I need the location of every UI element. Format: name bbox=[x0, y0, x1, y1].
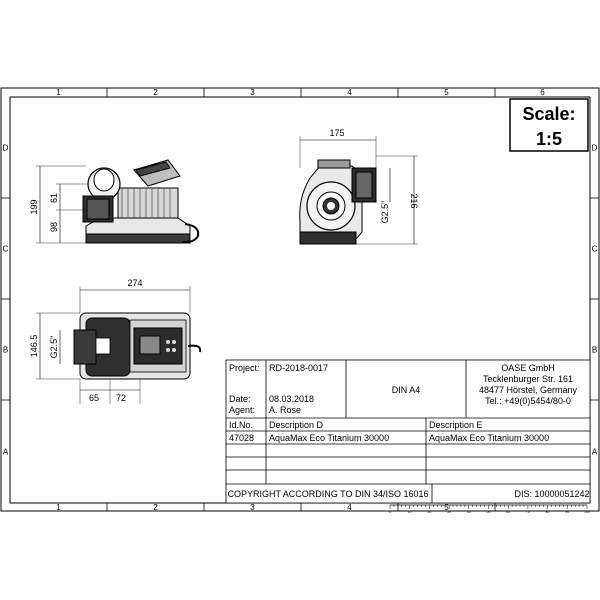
zone-label-top: 6 bbox=[540, 88, 545, 97]
agent-value: A. Rose bbox=[269, 405, 302, 415]
zone-label-top: 3 bbox=[250, 88, 255, 97]
zone-label-bottom: 5 bbox=[444, 503, 449, 512]
dim-top-off1: 65 bbox=[88, 393, 100, 403]
row-id: 47028 bbox=[229, 433, 255, 443]
header-desc-d: Description D bbox=[269, 420, 324, 430]
ruler-label: 80 bbox=[545, 510, 550, 514]
dim-top-off2: 72 bbox=[115, 393, 127, 403]
zone-label-top: 1 bbox=[56, 88, 61, 97]
header-desc-e: Description E bbox=[429, 420, 483, 430]
ruler-label: 20 bbox=[427, 510, 432, 514]
dim-side-upper: 61 bbox=[49, 192, 59, 204]
front-view bbox=[300, 136, 418, 244]
zone-label-top: 5 bbox=[444, 88, 449, 97]
dim-side-height: 199 bbox=[29, 199, 39, 215]
dim-side-lower: 98 bbox=[49, 221, 59, 233]
dim-front-port: G2.5" bbox=[380, 200, 390, 224]
dim-front-height: 216 bbox=[409, 193, 419, 209]
agent-label: Agent: bbox=[229, 405, 256, 415]
project-label: Project: bbox=[229, 363, 260, 373]
ruler-label: 60 bbox=[506, 510, 511, 514]
zone-label-right: B bbox=[591, 345, 598, 355]
zone-label-bottom: 4 bbox=[347, 503, 352, 512]
copyright-note: COPYRIGHT ACCORDING TO DIN 34/ISO 16016 bbox=[227, 489, 429, 499]
top-view-outlet bbox=[74, 330, 96, 364]
row-desc-e: AquaMax Eco Titanium 30000 bbox=[429, 433, 550, 443]
header-id: Id.No. bbox=[229, 420, 254, 430]
scale-label: Scale: bbox=[522, 104, 576, 124]
company-city: 48477 Hörstel, Germany bbox=[478, 385, 578, 395]
zone-label-left: D bbox=[2, 143, 9, 153]
zone-label-right: A bbox=[591, 447, 598, 457]
zone-label-top: 4 bbox=[347, 88, 352, 97]
scale-value: 1:5 bbox=[535, 129, 563, 149]
zone-label-bottom: 2 bbox=[153, 503, 158, 512]
zone-label-top: 2 bbox=[153, 88, 158, 97]
ruler-label: 40 bbox=[466, 510, 471, 514]
scale-box bbox=[510, 99, 588, 151]
bottom-ruler bbox=[389, 505, 590, 514]
zone-label-right: C bbox=[591, 244, 598, 254]
ruler-label: 90 bbox=[565, 510, 570, 514]
dis-number: DIS: 10000051242 bbox=[514, 489, 590, 499]
date-value: 08.03.2018 bbox=[269, 394, 315, 404]
zone-label-left: B bbox=[2, 345, 9, 355]
zone-label-left: A bbox=[2, 447, 9, 457]
company-phone: Tel.: +49(0)5454/80-0 bbox=[485, 396, 571, 406]
zone-label-bottom: 3 bbox=[250, 503, 255, 512]
ruler-label: 0 bbox=[389, 510, 391, 514]
date-label: Date: bbox=[229, 394, 251, 404]
dim-front-width: 175 bbox=[329, 128, 345, 138]
company-street: Tecklenburger Str. 161 bbox=[482, 374, 574, 384]
side-view-motor bbox=[118, 188, 178, 218]
ruler-label: 30 bbox=[447, 510, 452, 514]
company-name: OASE GmbH bbox=[501, 363, 555, 373]
dim-top-port: G2.5" bbox=[49, 335, 59, 359]
dim-top-length: 274 bbox=[127, 278, 143, 288]
ruler-label: 10 bbox=[407, 510, 412, 514]
ruler-label: 50 bbox=[486, 510, 491, 514]
project-value: RD-2018-0017 bbox=[269, 363, 329, 373]
dim-top-width: 146.5 bbox=[29, 334, 39, 358]
side-view bbox=[36, 160, 198, 243]
top-view bbox=[36, 286, 200, 404]
format-label: DIN A4 bbox=[391, 385, 421, 395]
zone-label-bottom: 1 bbox=[56, 503, 61, 512]
row-desc-d: AquaMax Eco Titanium 30000 bbox=[269, 433, 390, 443]
ruler-label: 100 bbox=[584, 510, 590, 514]
zone-label-left: C bbox=[2, 244, 9, 254]
zone-label-right: D bbox=[591, 143, 598, 153]
ruler-label: 70 bbox=[525, 510, 530, 514]
